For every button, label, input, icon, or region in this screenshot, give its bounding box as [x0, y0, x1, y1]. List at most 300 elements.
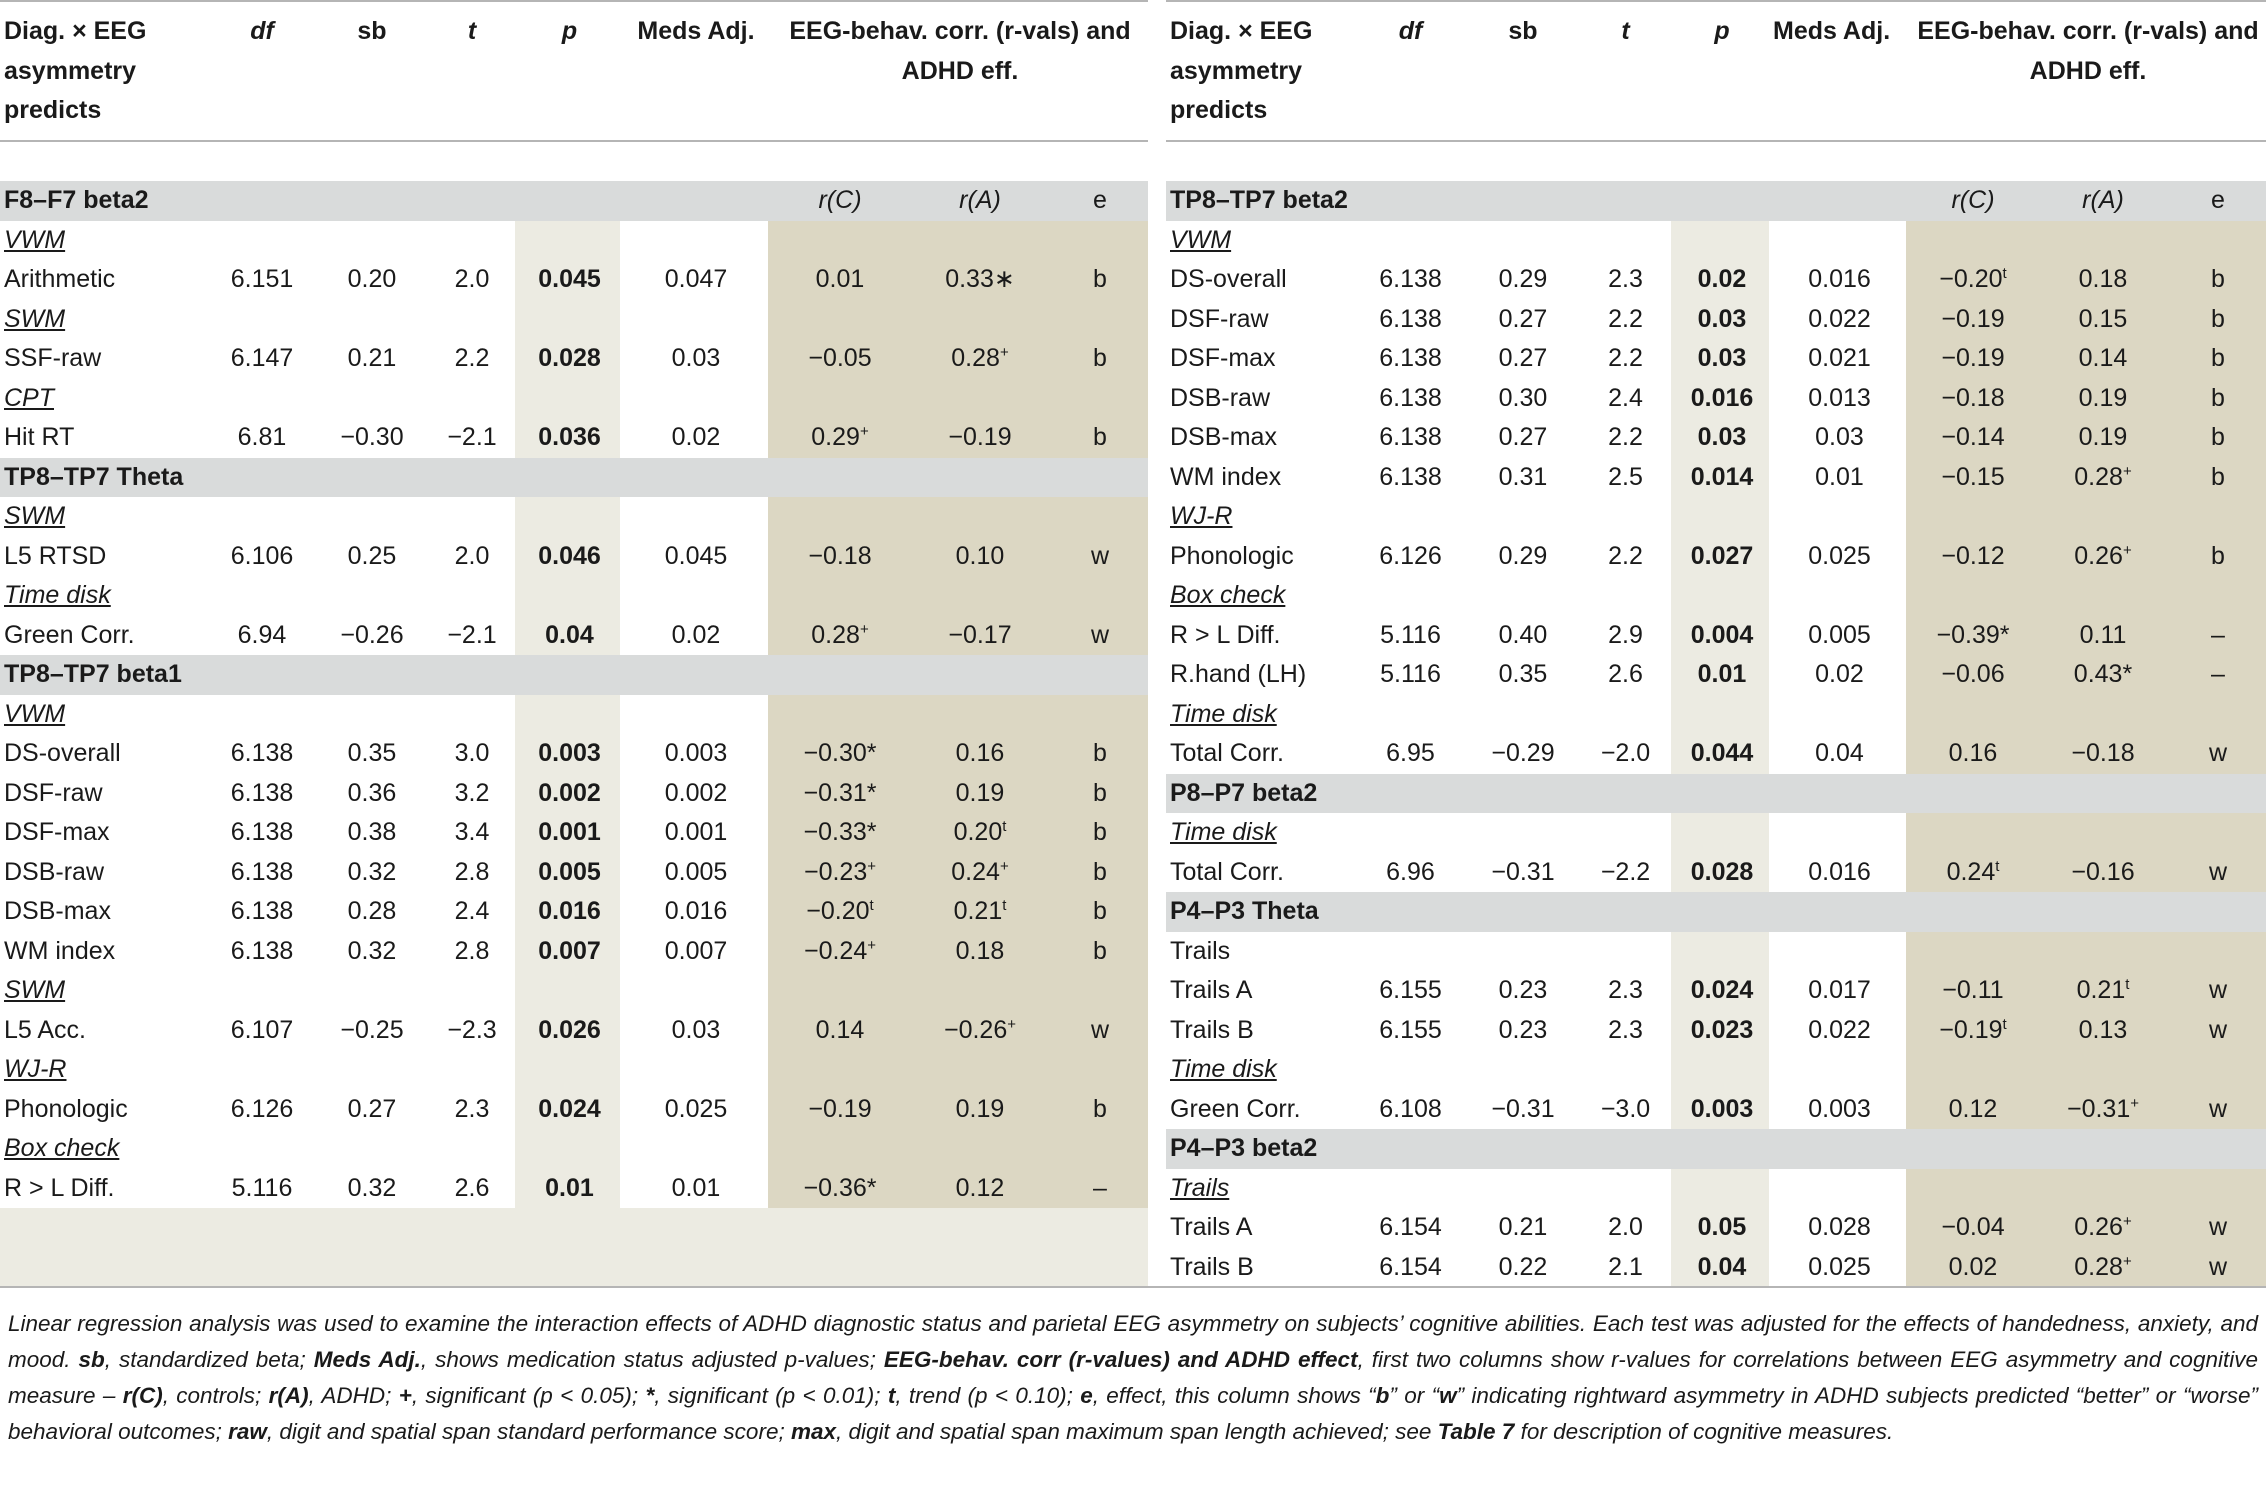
- df-value: 6.138: [230, 778, 294, 807]
- group-filler: [768, 655, 1148, 695]
- empty-cell: [315, 497, 425, 537]
- table-row: [1166, 1011, 2266, 1051]
- r-adhd-value: 0.19: [908, 774, 1048, 814]
- effect-value: w: [1048, 1011, 1148, 1051]
- category-row: [0, 379, 1148, 419]
- r-adhd-value: 0.24+: [908, 853, 1048, 893]
- empty-cell: [1576, 497, 1671, 537]
- sb-value: 0.29: [1498, 265, 1548, 293]
- row-label: DSB-max: [1170, 423, 1277, 451]
- p-value: 0.026: [515, 1011, 620, 1051]
- empty-cell: [2166, 813, 2266, 853]
- meds-adj-value: 0.022: [1808, 304, 1871, 333]
- empty-cell: [1351, 813, 1466, 853]
- t-value: 2.2: [1608, 304, 1643, 333]
- meds-adj-value: 0.022: [1808, 1015, 1871, 1044]
- t-value: −2.1: [447, 620, 497, 649]
- category-label: Time disk: [1170, 1055, 1277, 1083]
- sb-value: 0.21: [347, 344, 397, 372]
- header-df: df: [1398, 17, 1423, 45]
- table-row: [0, 853, 1148, 893]
- empty-cell: [515, 379, 620, 419]
- row-label: DSF-max: [1170, 344, 1276, 372]
- footnote-text: , digit and spatial span standard performance score;: [266, 1419, 791, 1444]
- footnote-term: *: [645, 1383, 655, 1408]
- t-value: 3.0: [454, 739, 490, 767]
- footnote-term: e: [1080, 1383, 1093, 1408]
- meds-adj-value: 0.013: [1808, 383, 1871, 412]
- row-label: DS-overall: [1170, 265, 1287, 293]
- df-value: 5.116: [231, 1173, 293, 1202]
- table-row: [0, 616, 1148, 656]
- empty-cell: [315, 379, 425, 419]
- effect-value: –: [2166, 616, 2266, 656]
- sb-value: −0.26: [340, 620, 404, 649]
- p-value: 0.028: [515, 339, 620, 379]
- category-label: Time disk: [4, 581, 111, 609]
- r-controls-value: −0.04: [1906, 1208, 2036, 1248]
- r-adhd-value: 0.43*: [2036, 655, 2166, 695]
- p-value: 0.014: [1671, 458, 1769, 498]
- empty-cell: [768, 576, 908, 616]
- sb-value: 0.27: [1498, 423, 1548, 451]
- empty-cell: [1466, 1169, 1576, 1209]
- row-label: L5 RTSD: [4, 541, 107, 570]
- empty-cell: [1671, 932, 1769, 972]
- effect-value: b: [1048, 774, 1148, 814]
- table-row: [1166, 1208, 2266, 1248]
- table-row: [1166, 260, 2266, 300]
- meds-adj-value: 0.03: [671, 1015, 721, 1044]
- empty-cell: [425, 576, 515, 616]
- sb-value: −0.25: [340, 1015, 404, 1044]
- p-value: 0.023: [1671, 1011, 1769, 1051]
- footnote-text: for description of cognitive measures.: [1514, 1419, 1894, 1444]
- p-value: 0.01: [1671, 655, 1769, 695]
- empty-cell: [315, 1050, 425, 1090]
- p-value: 0.005: [515, 853, 620, 893]
- p-value: 0.045: [515, 260, 620, 300]
- empty-cell: [908, 497, 1048, 537]
- meds-adj-value: 0.025: [664, 1094, 728, 1123]
- effect-value: b: [1048, 734, 1148, 774]
- empty-cell: [1769, 576, 1906, 616]
- category-row: [0, 300, 1148, 340]
- p-value: 0.004: [1671, 616, 1769, 656]
- effect-value: w: [1048, 537, 1148, 577]
- category-label: VWM: [1170, 225, 1232, 254]
- group-header-row: [0, 458, 1148, 498]
- row-label: R > L Diff.: [4, 1173, 115, 1202]
- r-adhd-value: 0.18: [2036, 260, 2166, 300]
- sb-value: −0.29: [1491, 739, 1555, 767]
- sb-value: 0.27: [1498, 344, 1548, 372]
- r-adhd-value: −0.16: [2036, 853, 2166, 893]
- group-label: TP8–TP7 beta1: [0, 655, 768, 695]
- footnote-term: sb: [78, 1347, 105, 1372]
- category-row: [0, 221, 1148, 261]
- r-adhd-value: 0.20$^t$: [908, 813, 1048, 853]
- empty-cell: [768, 497, 908, 537]
- row-label: Total Corr.: [1170, 739, 1284, 767]
- effect-value: w: [2166, 971, 2266, 1011]
- r-adhd-value: −0.31+: [2036, 1090, 2166, 1130]
- footnote-term: w: [1439, 1383, 1457, 1408]
- empty-cell: [768, 1050, 908, 1090]
- empty-cell: [425, 1129, 515, 1169]
- empty-cell: [908, 300, 1048, 340]
- empty-cell: [1576, 813, 1671, 853]
- meds-adj-value: 0.016: [1808, 265, 1871, 293]
- row-label: Trails B: [1170, 1015, 1254, 1044]
- df-value: 5.116: [1380, 620, 1441, 649]
- footnote-text: , effect, this column shows “: [1092, 1383, 1376, 1408]
- row-label: DSB-raw: [1170, 383, 1271, 412]
- empty-cell: [2036, 813, 2166, 853]
- empty-cell: [315, 1129, 425, 1169]
- footnote-term: r(C): [122, 1383, 163, 1408]
- r-controls-value: −0.19: [1906, 300, 2036, 340]
- r-controls-value: 0.29+: [768, 418, 908, 458]
- empty-cell: [908, 1129, 1048, 1169]
- category-label: Time disk: [1170, 699, 1277, 728]
- empty-cell: [768, 971, 908, 1011]
- meds-adj-value: 0.028: [1808, 1213, 1871, 1241]
- empty-cell: [1351, 576, 1466, 616]
- effect-value: b: [1048, 932, 1148, 972]
- r-adhd-value: 0.33∗: [908, 260, 1048, 300]
- empty-cell: [768, 379, 908, 419]
- header-eeg-behav-corr-text: EEG-behav. corr. (r-vals) and ADHD eff.: [789, 17, 1131, 85]
- r-controls-value: −0.19: [1906, 339, 2036, 379]
- table-row: [1166, 734, 2266, 774]
- sb-value: −0.31: [1491, 857, 1555, 886]
- footnote-text: , first two columns show r-values for correlations between EEG asymmetry and cognitive measure –: [8, 1347, 2258, 1408]
- empty-cell: [1048, 576, 1148, 616]
- empty-cell: [908, 695, 1048, 735]
- df-value: 6.138: [230, 818, 294, 846]
- empty-cell: [1576, 695, 1671, 735]
- p-value: 0.02: [1671, 260, 1769, 300]
- effect-value: b: [2166, 260, 2266, 300]
- footnote-text: , trend (p < 0.10);: [895, 1383, 1081, 1408]
- effect-value: b: [1048, 1090, 1148, 1130]
- effect-value: –: [1048, 1169, 1148, 1209]
- r-adhd-value: 0.19: [2036, 418, 2166, 458]
- t-value: −3.0: [1600, 1094, 1651, 1123]
- group-label: TP8–TP7 Theta: [0, 458, 768, 498]
- group-filler: [1906, 1129, 2266, 1169]
- table-row: [1166, 379, 2266, 419]
- empty-cell: [908, 379, 1048, 419]
- effect-value: w: [2166, 1248, 2266, 1288]
- r-controls-value: −0.30*: [768, 734, 908, 774]
- empty-cell: [908, 221, 1048, 261]
- df-value: 6.138: [230, 936, 294, 965]
- r-adhd-value: 0.12: [908, 1169, 1048, 1209]
- table-row: [0, 260, 1148, 300]
- category-row: [0, 695, 1148, 735]
- filler-cell: [0, 1248, 1148, 1288]
- filler-row: [0, 1208, 1148, 1248]
- meds-adj-value: 0.02: [671, 423, 721, 451]
- subheader-ra-text: r(A): [959, 186, 1001, 214]
- category-row: [1166, 695, 2266, 735]
- effect-value: w: [2166, 734, 2266, 774]
- r-controls-value: −0.39*: [1906, 616, 2036, 656]
- table-row: [1166, 300, 2266, 340]
- empty-cell: [315, 221, 425, 261]
- footnote-term: Meds Adj.: [313, 1347, 421, 1372]
- sb-value: −0.31: [1491, 1094, 1555, 1123]
- empty-cell: [425, 971, 515, 1011]
- filler-row: [0, 1248, 1148, 1288]
- empty-cell: [2166, 221, 2266, 261]
- df-value: 6.155: [1379, 1015, 1442, 1044]
- df-value: 6.138: [1379, 304, 1442, 333]
- df-value: 6.138: [1379, 423, 1442, 451]
- row-label: Hit RT: [4, 423, 75, 451]
- r-controls-value: −0.11: [1906, 971, 2036, 1011]
- header-t: t: [1621, 17, 1630, 45]
- df-value: 6.154: [1379, 1252, 1442, 1281]
- empty-cell: [1048, 1129, 1148, 1169]
- meds-adj-value: 0.03: [671, 344, 721, 372]
- group-label: P4–P3 beta2: [1166, 1129, 1906, 1169]
- empty-cell: [1906, 221, 2036, 261]
- meds-adj-value: 0.005: [664, 857, 728, 886]
- p-value: 0.03: [1671, 300, 1769, 340]
- table-row: [0, 813, 1148, 853]
- category-row: [0, 971, 1148, 1011]
- group-header-row: [0, 181, 1148, 221]
- footnote-term: r(A): [268, 1383, 309, 1408]
- r-controls-value: 0.24$^t$: [1906, 853, 2036, 893]
- empty-cell: [620, 300, 768, 340]
- row-label: Green Corr.: [1170, 1094, 1301, 1123]
- empty-cell: [1048, 300, 1148, 340]
- row-label: Phonologic: [1170, 541, 1294, 570]
- empty-cell: [1466, 932, 1576, 972]
- group-label: P8–P7 beta2: [1166, 774, 1906, 814]
- sb-value: 0.22: [1498, 1252, 1548, 1281]
- empty-cell: [1048, 1050, 1148, 1090]
- sb-value: 0.21: [1498, 1213, 1548, 1241]
- t-value: 2.3: [1608, 976, 1643, 1004]
- empty-cell: [1769, 1050, 1906, 1090]
- p-value: 0.044: [1671, 734, 1769, 774]
- t-value: 2.0: [454, 541, 490, 570]
- row-label: Arithmetic: [4, 265, 116, 293]
- empty-cell: [2166, 576, 2266, 616]
- meds-adj-value: 0.007: [664, 936, 728, 965]
- r-adhd-value: −0.18: [2036, 734, 2166, 774]
- df-value: 6.138: [230, 897, 294, 925]
- r-adhd-value: 0.13: [2036, 1011, 2166, 1051]
- footnote-term: b: [1375, 1383, 1390, 1408]
- category-label: VWM: [4, 225, 66, 254]
- filler-cell: [0, 1208, 1148, 1248]
- empty-cell: [1769, 221, 1906, 261]
- empty-cell: [620, 379, 768, 419]
- t-value: 2.4: [1608, 383, 1643, 412]
- empty-cell: [425, 221, 515, 261]
- table-row: [0, 892, 1148, 932]
- sb-value: 0.31: [1498, 462, 1548, 491]
- empty-cell: [425, 300, 515, 340]
- t-value: 2.6: [1608, 660, 1643, 688]
- p-value: 0.007: [515, 932, 620, 972]
- effect-value: b: [2166, 458, 2266, 498]
- row-label: L5 Acc.: [4, 1015, 86, 1044]
- r-controls-value: 0.01: [768, 260, 908, 300]
- table-row: [1166, 853, 2266, 893]
- category-label: Trails: [1170, 1173, 1230, 1202]
- df-value: 6.126: [1379, 541, 1442, 570]
- row-label: Green Corr.: [4, 620, 135, 649]
- category-row: [1166, 221, 2266, 261]
- group-header-row: [0, 655, 1148, 695]
- r-controls-value: 0.16: [1906, 734, 2036, 774]
- empty-cell: [1671, 221, 1769, 261]
- row-label: Trails A: [1170, 976, 1253, 1004]
- row-label: DS-overall: [4, 739, 121, 767]
- empty-cell: [1906, 1050, 2036, 1090]
- header-eeg-behav-corr: [768, 1, 1148, 141]
- category-row: [0, 576, 1148, 616]
- empty-cell: [1769, 813, 1906, 853]
- meds-adj-value: 0.025: [1808, 1252, 1871, 1281]
- empty-cell: [768, 300, 908, 340]
- category-row: [1166, 497, 2266, 537]
- group-header-row: [1166, 1129, 2266, 1169]
- category-label: Time disk: [1170, 818, 1277, 846]
- meds-adj-value: 0.01: [1815, 462, 1864, 491]
- p-value: 0.003: [515, 734, 620, 774]
- df-value: 6.108: [1379, 1094, 1442, 1123]
- r-adhd-value: 0.11: [2036, 616, 2166, 656]
- header-p: p: [561, 17, 578, 45]
- p-value: 0.03: [1671, 339, 1769, 379]
- p-value: 0.003: [1671, 1090, 1769, 1130]
- empty-cell: [1466, 497, 1576, 537]
- r-controls-value: −0.24+: [768, 932, 908, 972]
- category-label: SWM: [4, 976, 66, 1004]
- footnote-term: raw: [228, 1419, 267, 1444]
- df-value: 6.138: [1379, 383, 1442, 412]
- footnote-text: , significant (p < 0.05);: [411, 1383, 646, 1408]
- effect-value: b: [2166, 339, 2266, 379]
- r-adhd-value: −0.26+: [908, 1011, 1048, 1051]
- empty-cell: [1576, 1169, 1671, 1209]
- header-p: p: [1714, 17, 1730, 45]
- table-row: [0, 774, 1148, 814]
- meds-adj-value: 0.016: [664, 897, 728, 925]
- df-value: 6.154: [1379, 1213, 1442, 1241]
- category-row: [0, 497, 1148, 537]
- empty-cell: [2166, 695, 2266, 735]
- r-controls-value: $-0.20^t$: [768, 892, 908, 932]
- header-eeg-behav-corr-text: EEG-behav. corr. (r-vals) and ADHD eff.: [1917, 17, 2259, 85]
- t-value: 3.2: [454, 778, 490, 807]
- empty-cell: [2036, 221, 2166, 261]
- sb-value: 0.29: [1498, 541, 1548, 570]
- group-label: TP8–TP7 beta2: [1166, 181, 1906, 221]
- effect-value: b: [1048, 418, 1148, 458]
- empty-cell: [1769, 932, 1906, 972]
- meds-adj-value: 0.03: [1815, 423, 1864, 451]
- empty-cell: [1576, 576, 1671, 616]
- p-value: 0.024: [515, 1090, 620, 1130]
- df-value: 6.81: [237, 423, 287, 451]
- table-row: [0, 932, 1148, 972]
- empty-cell: [315, 300, 425, 340]
- category-row: [1166, 932, 2266, 972]
- header-predictor: Diag. × EEG asymmetry predicts: [1170, 17, 1313, 124]
- empty-cell: [1906, 695, 2036, 735]
- sb-value: 0.32: [347, 857, 397, 886]
- row-label: Trails A: [1170, 1213, 1253, 1241]
- meds-adj-value: 0.045: [664, 541, 728, 570]
- group-label: P4–P3 Theta: [1166, 892, 1906, 932]
- category-row: [1166, 1050, 2266, 1090]
- t-value: 2.3: [1608, 1015, 1643, 1044]
- group-label: F8–F7 beta2: [0, 181, 768, 221]
- table-row: [0, 1169, 1148, 1209]
- r-adhd-value: −0.17: [908, 616, 1048, 656]
- r-controls-value: 0.02: [1906, 1248, 2036, 1288]
- r-adhd-value: 0.16: [908, 734, 1048, 774]
- effect-value: w: [1048, 616, 1148, 656]
- table-row: [0, 418, 1148, 458]
- row-label: DSF-max: [4, 818, 110, 846]
- empty-cell: [1466, 695, 1576, 735]
- category-label: CPT: [4, 383, 54, 412]
- empty-cell: [315, 695, 425, 735]
- empty-cell: [1351, 1169, 1466, 1209]
- table-row: [1166, 616, 2266, 656]
- subheader-ra: [2036, 181, 2166, 221]
- df-value: 6.107: [230, 1015, 294, 1044]
- header-predictor: Diag. × EEG asymmetry predicts: [4, 17, 147, 124]
- t-value: 2.2: [454, 344, 490, 372]
- empty-cell: [1671, 813, 1769, 853]
- empty-cell: [515, 576, 620, 616]
- empty-cell: [515, 497, 620, 537]
- table-row: [1166, 418, 2266, 458]
- effect-value: b: [2166, 537, 2266, 577]
- empty-cell: [205, 379, 315, 419]
- row-label: DSF-raw: [1170, 304, 1269, 333]
- header-sb: sb: [1508, 17, 1538, 45]
- t-value: 2.6: [454, 1173, 490, 1202]
- category-label: SWM: [4, 502, 66, 530]
- empty-cell: [1769, 497, 1906, 537]
- r-controls-value: −0.19: [768, 1090, 908, 1130]
- empty-cell: [1671, 1050, 1769, 1090]
- t-value: 2.9: [1608, 620, 1643, 649]
- footnote-text: , controls;: [162, 1383, 269, 1408]
- category-label: SWM: [4, 304, 66, 333]
- p-value: 0.016: [515, 892, 620, 932]
- df-value: 6.138: [1379, 462, 1442, 491]
- row-label: R.hand (LH): [1170, 660, 1307, 688]
- category-label: WJ-R: [1170, 502, 1233, 530]
- sb-value: 0.36: [347, 778, 397, 807]
- subheader-rc-text: r(C): [1951, 186, 1995, 214]
- empty-cell: [1906, 497, 2036, 537]
- left-table-body: [0, 181, 1148, 1287]
